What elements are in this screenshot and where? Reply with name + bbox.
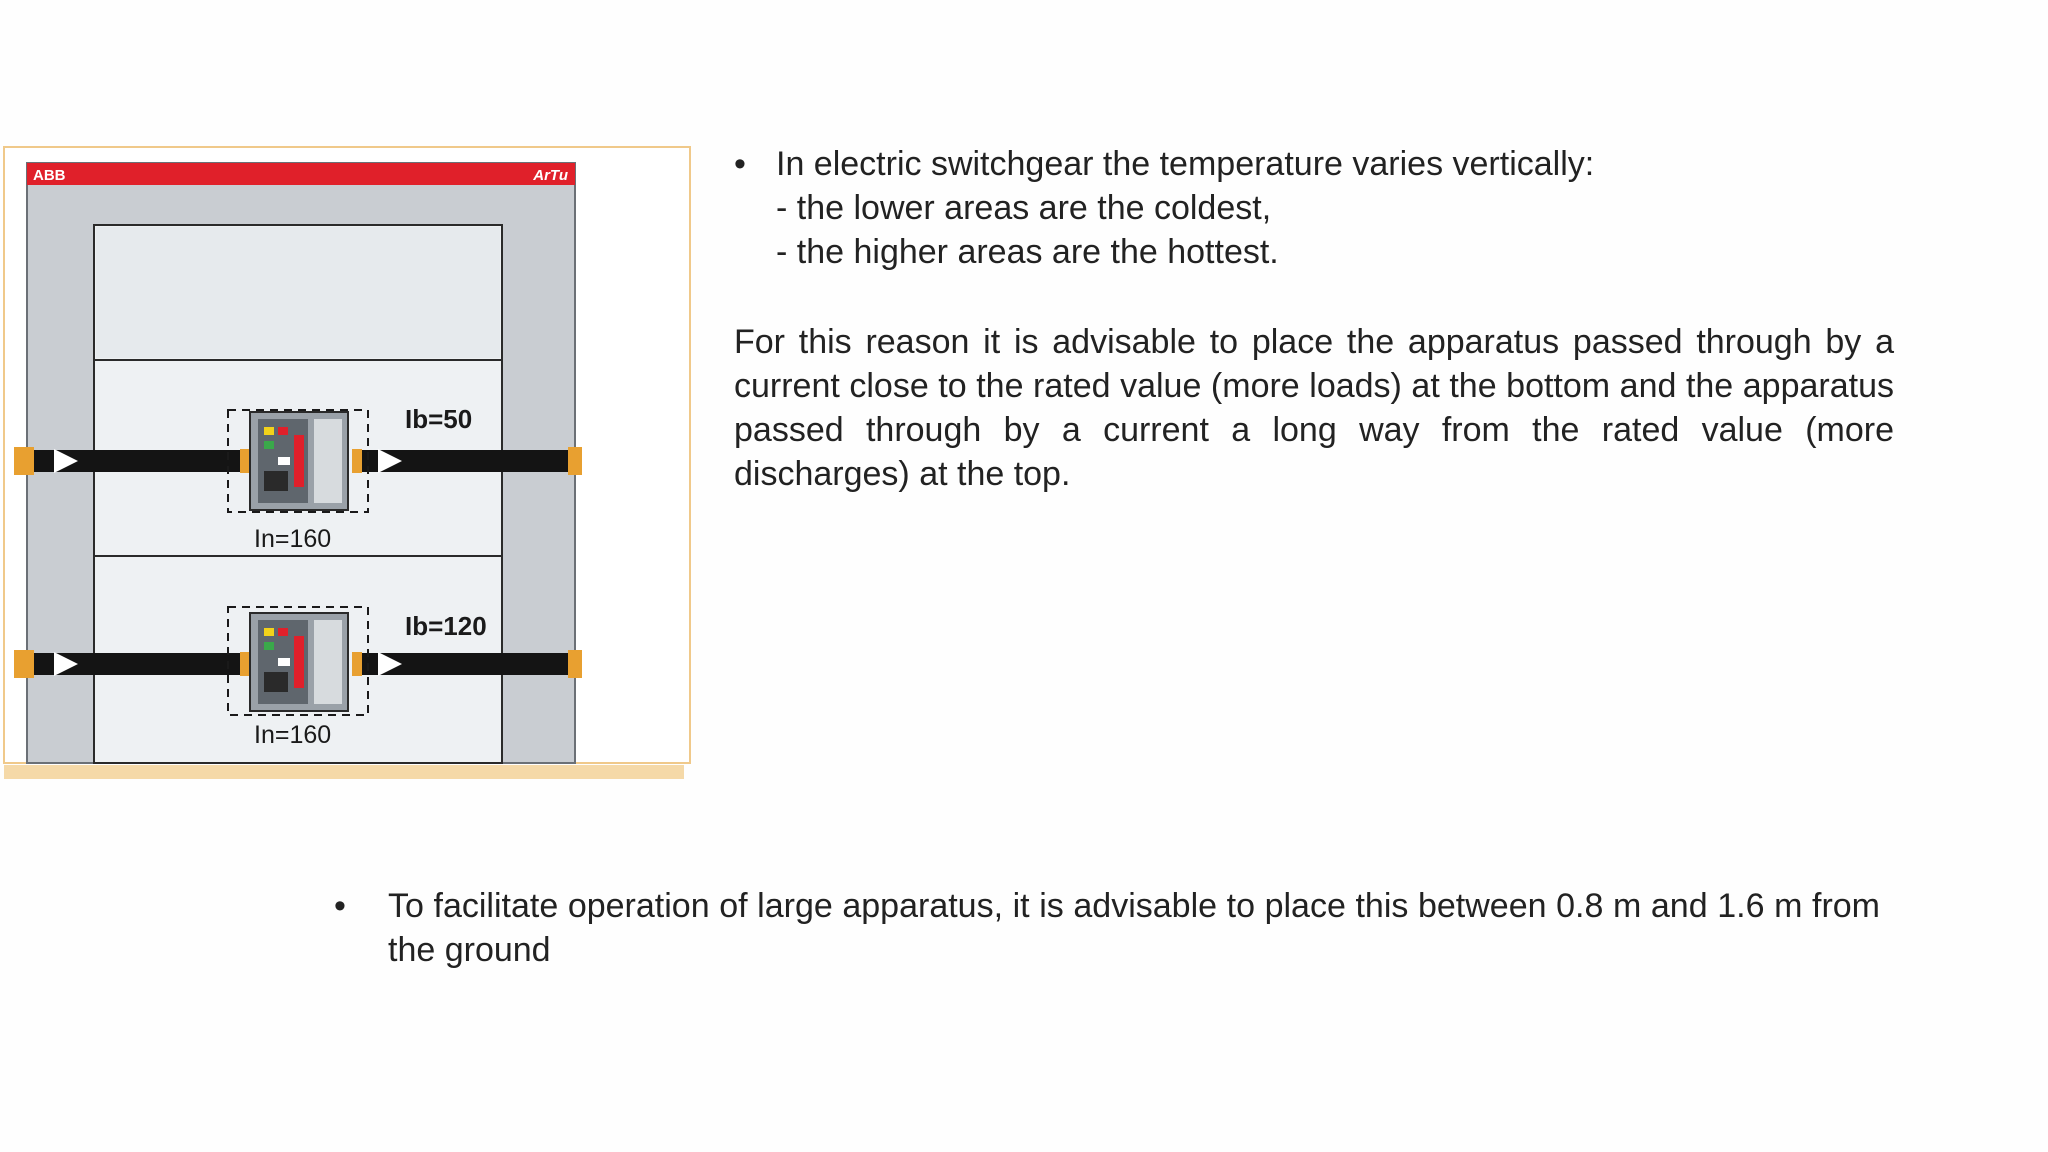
indicator — [264, 628, 274, 636]
indicator — [278, 427, 288, 435]
connector-inner-left — [240, 652, 250, 676]
switchgear-diagram — [0, 145, 695, 785]
connector-inner-right — [352, 449, 362, 473]
indicator — [264, 441, 274, 449]
indicator — [264, 427, 274, 435]
busbar-left — [14, 450, 240, 472]
breaker-handle — [294, 435, 304, 487]
connector-left — [14, 447, 34, 475]
bullet-sub-item-hottest: - the higher areas are the hottest. — [776, 233, 1279, 271]
bullet-sub-item-coldest: - the lower areas are the coldest, — [776, 189, 1272, 227]
large-apparatus-bullet: To facilitate operation of large apparatus, it is advisable to place this between 0.8 m and 1.6 m from the ground — [388, 887, 1880, 969]
connector-inner-left — [240, 449, 250, 473]
bullet-main-text: In electric switchgear the temperature varies vertically: — [776, 145, 1595, 183]
lower-ib-label: Ib=120 — [405, 611, 487, 641]
bullet-marker: • — [734, 145, 746, 183]
breaker-terminals — [264, 471, 288, 491]
top-compartment — [96, 227, 500, 358]
switchgear-figure — [0, 145, 695, 785]
bullet-marker: • — [334, 887, 346, 925]
upper-ib-label: Ib=50 — [405, 404, 473, 434]
connector-right — [568, 650, 582, 678]
placement-paragraph: For this reason it is advisable to place the apparatus passed through by a current close to the rated value (more loads) at the bottom and the apparatus passed through by a current a long way from the rated value (more discharges) at the top. — [734, 323, 1894, 493]
indicator — [278, 628, 288, 636]
connector-right — [568, 447, 582, 475]
breaker-handle — [294, 636, 304, 688]
cabinet-header — [27, 163, 575, 185]
connector-left — [14, 650, 34, 678]
figure-frame-bottom — [4, 765, 684, 779]
artu-logo: ArTu — [533, 167, 568, 184]
indicator — [264, 642, 274, 650]
indicator — [278, 457, 290, 465]
breaker-terminals — [264, 672, 288, 692]
connector-inner-right — [352, 652, 362, 676]
upper-in-label: In=160 — [254, 525, 332, 553]
lower-in-label: In=160 — [254, 721, 332, 749]
abb-logo: ABB — [33, 167, 66, 184]
breaker-side — [314, 620, 342, 704]
temperature-bullet — [776, 142, 1956, 274]
busbar-left — [14, 653, 240, 675]
indicator — [278, 658, 290, 666]
breaker-side — [314, 419, 342, 503]
